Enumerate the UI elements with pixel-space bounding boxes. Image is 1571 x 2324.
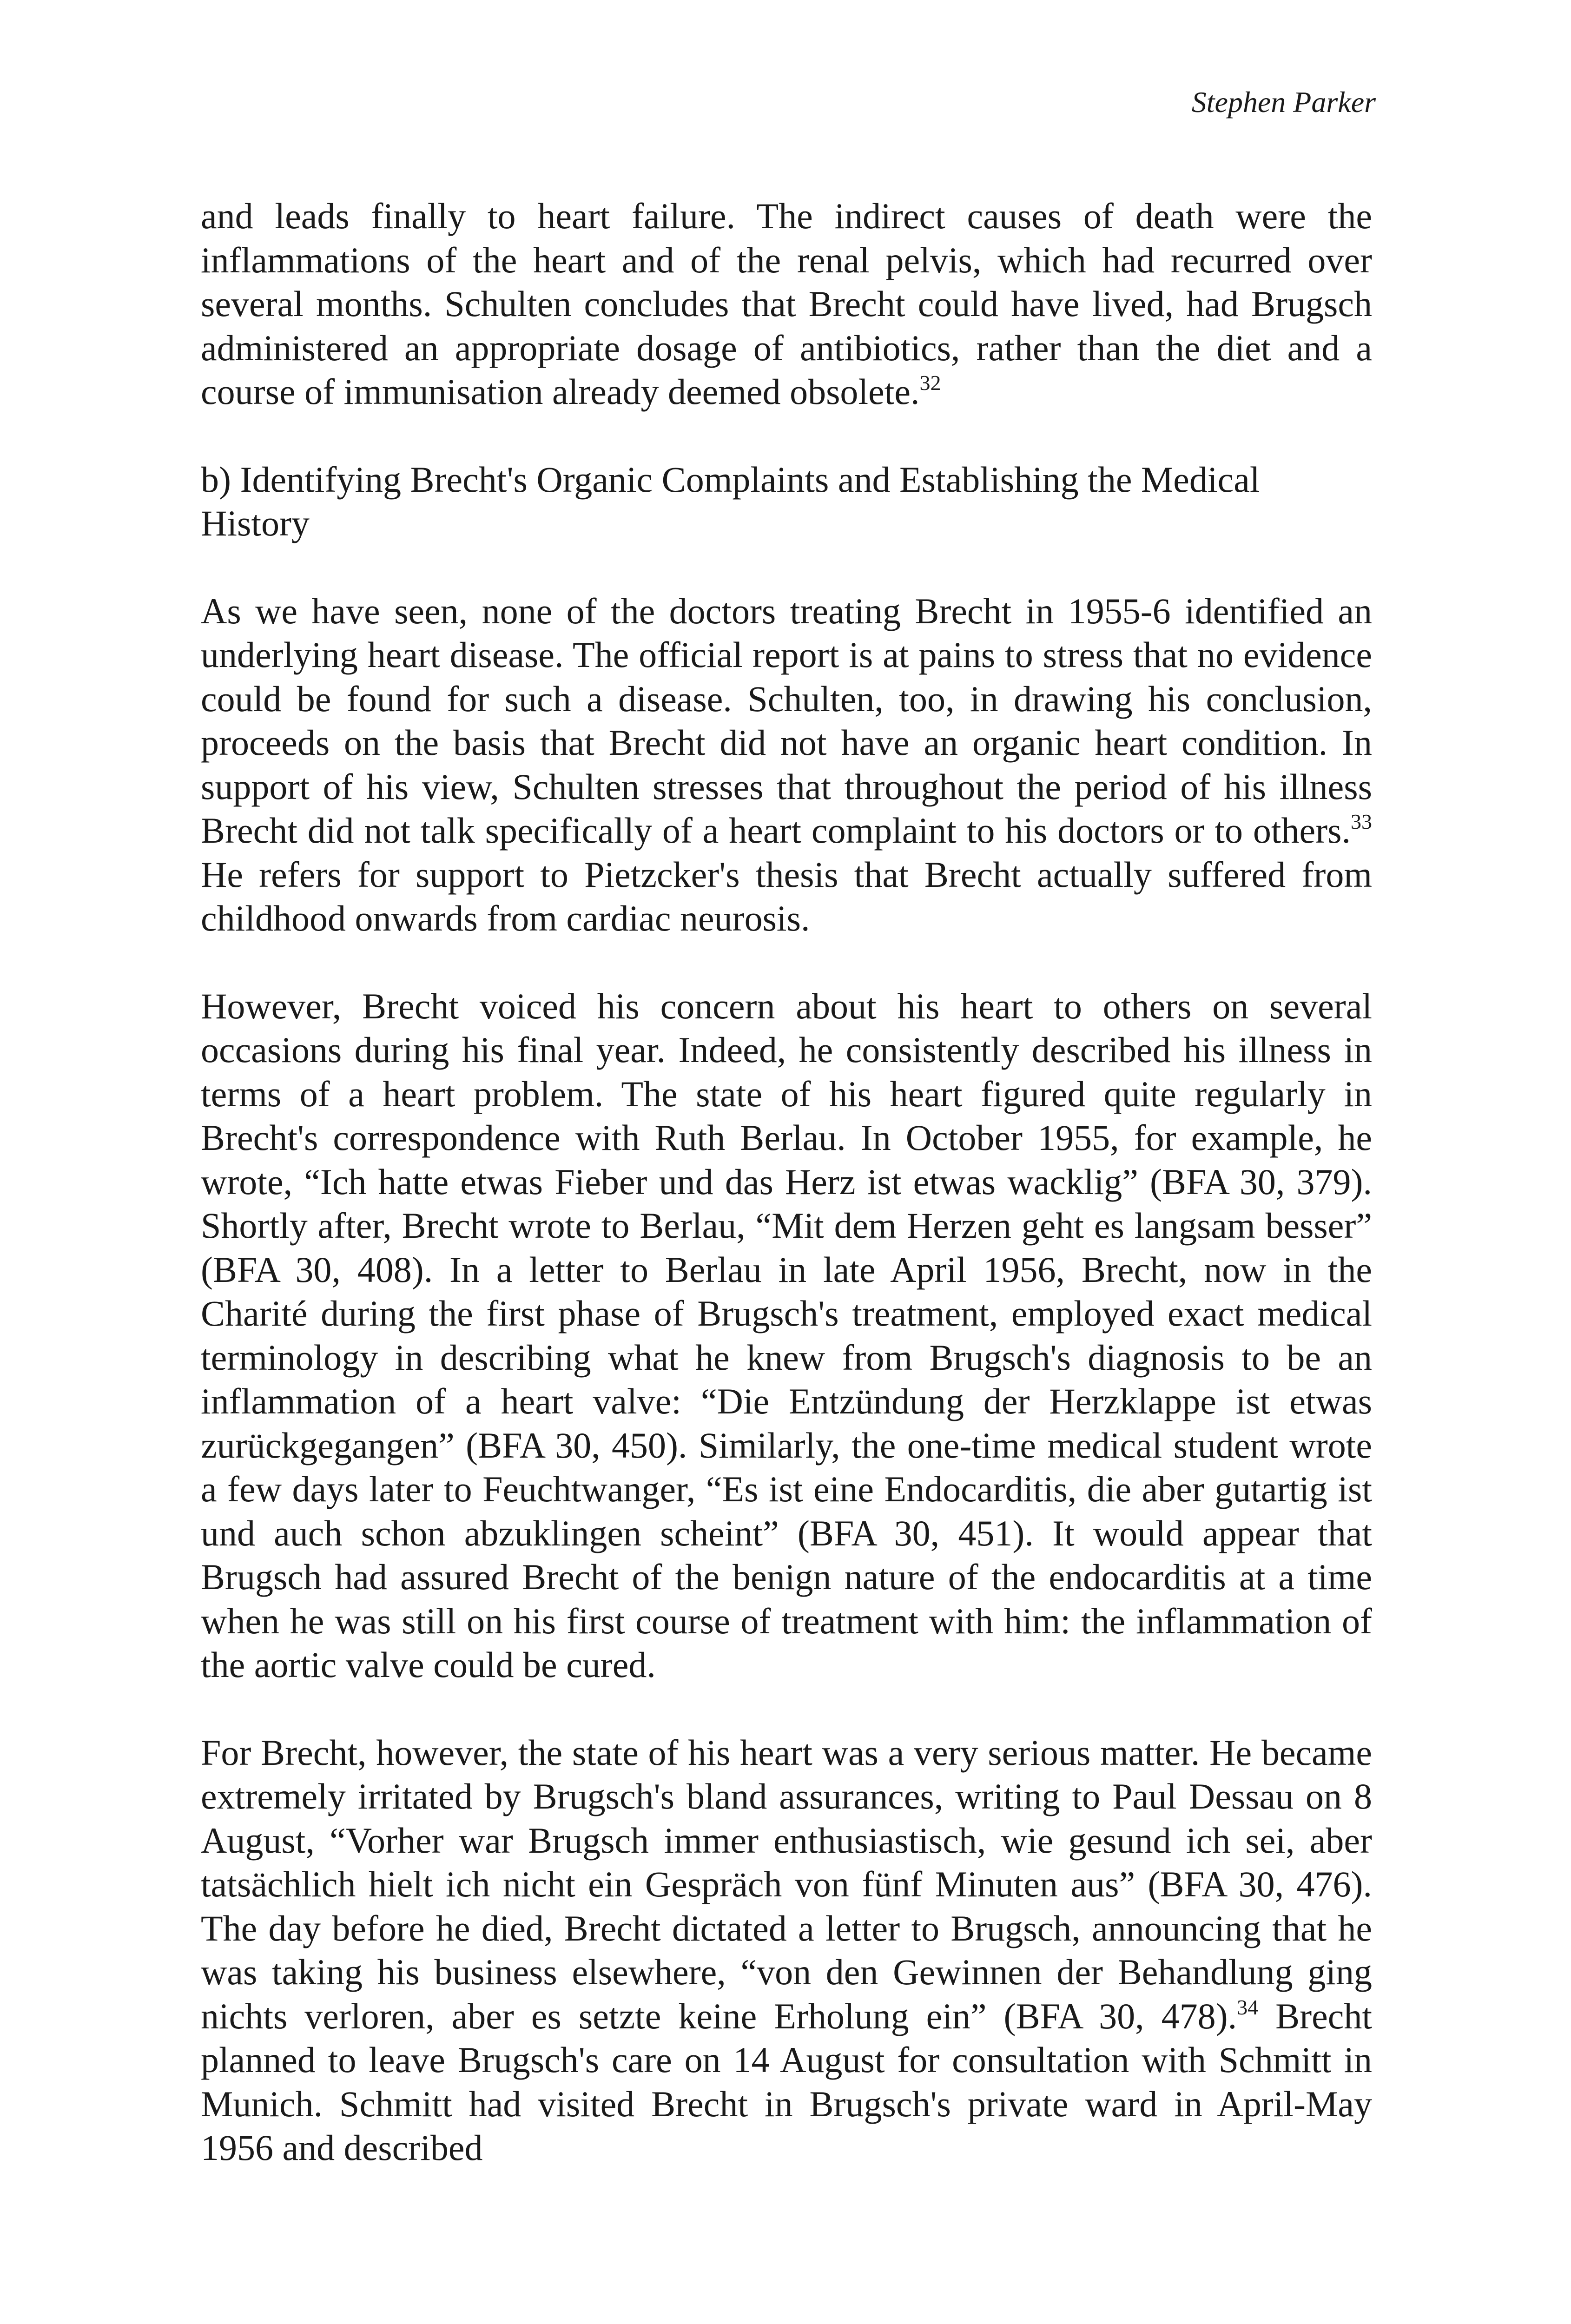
footnote-ref-34: 34 bbox=[1237, 1995, 1259, 2019]
body-text bbox=[201, 194, 1372, 2214]
paragraph-4 bbox=[201, 1731, 1372, 2170]
paragraph-3: However, Brecht voiced his concern about his heart to others on several occasions during his final year. Indeed, he consistently described his illness in terms of a heart problem. The state of his heart figured quite regularly in Brecht's correspondence with Ruth Berlau. In October 1955, for example, he wrote, “Ich hatte etwas Fieber und das Herz ist etwas wacklig” (BFA 30, 379). Shortly after, Brecht wrote to Berlau, “Mit dem Herzen geht es langsam besser” (BFA 30, 408). In a letter to Berlau in late April 1956, Brecht, now in the Charité during the first phase of Brugsch's treatment, employed exact medical terminology in describing what he knew from Brugsch's diagnosis to be an inflammation of a heart valve: “Die Entzündung der Herzklappe ist etwas zurückgegangen” (BFA 30, 450). Similarly, the one-time medical student wrote a few days later to Feuchtwanger, “Es ist eine Endocarditis, die aber gutartig ist und auch schon abzuklingen scheint” (BFA 30, 451). It would appear that Brugsch had assured Brecht of the benign nature of the endocarditis at a time when he was still on his first course of treatment with him: the inflammation of the aortic valve could be cured. bbox=[201, 985, 1372, 1685]
paragraph-2-text-a: As we have seen, none of the doctors treating Brecht in 1955-6 identified an underlying heart disease. The official report is at pains to stress that no evidence could be found for such a disease. Schulten, too, in drawing his conclusion, proceeds on the basis that Brecht did not have an organic heart condition. In support of his view, Schulten stresses that throughout the period of his illness Brecht did not talk specifically of a heart complaint to his doctors or to others. bbox=[201, 590, 1372, 851]
paragraph-1-text: and leads finally to heart failure. The indirect causes of death were the inflammations of the heart and of the renal pelvis, which had recurred over several months. Schulten concludes that Brecht could have lived, had Brugsch administered an appropriate dosage of antibiotics, rather than the diet and a course of immunisation already deemed obsolete. bbox=[201, 196, 1372, 412]
section-heading: b) Identifying Brecht's Organic Complaints and Establishing the Medical History bbox=[201, 459, 1260, 543]
paragraph-1 bbox=[201, 194, 1372, 414]
footnote-ref-33: 33 bbox=[1351, 810, 1372, 833]
paragraph-2-text-b: He refers for support to Pietzcker's thesis that Brecht actually suffered from childhood onwards from cardiac neurosis. bbox=[201, 854, 1372, 938]
footnote-ref-32: 32 bbox=[919, 371, 941, 395]
paragraph-4-text-b: Brecht planned to leave Brugsch's care on 14 August for consultation with Schmitt in Munich. Schmitt had visited Brecht in Brugsch's private ward in April-May 1956 and described bbox=[201, 1995, 1372, 2168]
paragraph-2 bbox=[201, 589, 1372, 941]
running-head: Stephen Parker bbox=[1191, 86, 1376, 119]
paragraph-4-text-a: For Brecht, however, the state of his heart was a very serious matter. He became extremely irritated by Brugsch's bland assurances, writing to Paul Dessau on 8 August, “Vorher war Brugsch immer enthusiastisch, wie gesund ich sei, aber tatsächlich hielt ich nicht ein Gespräch von fünf Minuten aus” (BFA 30, 476). The day before he died, Brecht dictated a letter to Brugsch, announcing that he was taking his business elsewhere, “von den Gewinnen der Behandlung ging nichts verloren, aber es setzte keine Erholung ein” (BFA 30, 478). bbox=[201, 1732, 1372, 2036]
